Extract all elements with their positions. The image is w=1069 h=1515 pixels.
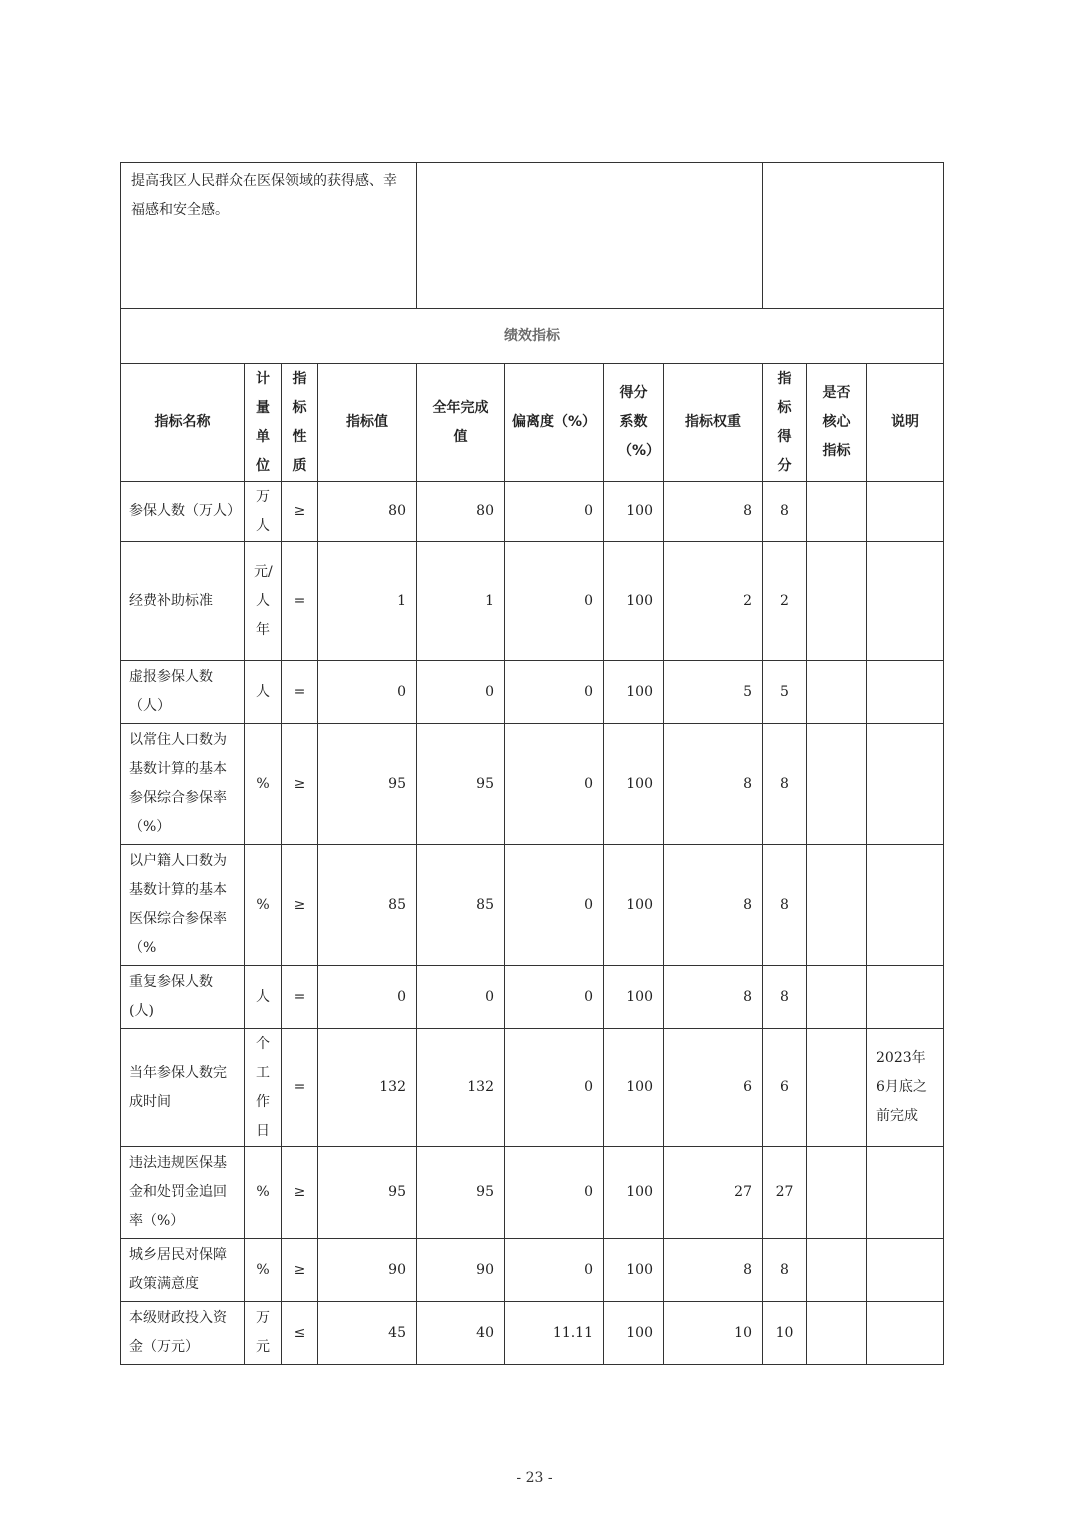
row-core bbox=[807, 724, 867, 845]
row-weight: 10 bbox=[664, 1302, 763, 1365]
row-score: 10 bbox=[763, 1302, 807, 1365]
header-name: 指标名称 bbox=[121, 364, 245, 482]
row-note bbox=[867, 1302, 944, 1365]
row-nature: ≥ bbox=[282, 845, 318, 966]
empty-cell bbox=[417, 163, 763, 309]
row-unit: % bbox=[245, 845, 282, 966]
row-nature: = bbox=[282, 542, 318, 661]
row-target: 0 bbox=[318, 661, 417, 724]
header-core: 是否核心指标 bbox=[807, 364, 867, 482]
row-deviation: 0 bbox=[505, 482, 604, 542]
row-target: 80 bbox=[318, 482, 417, 542]
row-actual: 90 bbox=[417, 1239, 505, 1302]
table-row bbox=[121, 661, 944, 724]
row-target: 90 bbox=[318, 1239, 417, 1302]
row-note bbox=[867, 966, 944, 1029]
row-note bbox=[867, 661, 944, 724]
row-nature: = bbox=[282, 661, 318, 724]
row-weight: 8 bbox=[664, 966, 763, 1029]
table-row bbox=[121, 1302, 944, 1365]
row-coef: 100 bbox=[604, 1029, 664, 1147]
row-name: 以常住人口数为基数计算的基本参保综合参保率（%） bbox=[121, 724, 245, 845]
row-deviation: 0 bbox=[505, 845, 604, 966]
row-actual: 95 bbox=[417, 724, 505, 845]
row-weight: 2 bbox=[664, 542, 763, 661]
row-name: 违法违规医保基金和处罚金追回率（%） bbox=[121, 1147, 245, 1239]
header-note: 说明 bbox=[867, 364, 944, 482]
empty-cell bbox=[763, 163, 944, 309]
row-unit: 元/人年 bbox=[245, 542, 282, 661]
row-name: 当年参保人数完成时间 bbox=[121, 1029, 245, 1147]
row-score: 8 bbox=[763, 1239, 807, 1302]
section-title: 绩效指标 bbox=[121, 309, 944, 364]
row-coef: 100 bbox=[604, 1147, 664, 1239]
performance-table bbox=[120, 308, 944, 1365]
row-actual: 80 bbox=[417, 482, 505, 542]
row-note: 2023年6月底之前完成 bbox=[867, 1029, 944, 1147]
row-unit: % bbox=[245, 1239, 282, 1302]
row-target: 85 bbox=[318, 845, 417, 966]
row-weight: 8 bbox=[664, 482, 763, 542]
row-target: 132 bbox=[318, 1029, 417, 1147]
row-weight: 27 bbox=[664, 1147, 763, 1239]
row-nature: ≥ bbox=[282, 482, 318, 542]
row-score: 8 bbox=[763, 966, 807, 1029]
table-row bbox=[121, 1239, 944, 1302]
row-weight: 8 bbox=[664, 724, 763, 845]
header-coef: 得分系数（%） bbox=[604, 364, 664, 482]
row-note bbox=[867, 542, 944, 661]
row-note bbox=[867, 482, 944, 542]
row-nature: = bbox=[282, 966, 318, 1029]
row-core bbox=[807, 1302, 867, 1365]
row-core bbox=[807, 661, 867, 724]
row-score: 8 bbox=[763, 724, 807, 845]
row-nature: ≥ bbox=[282, 1147, 318, 1239]
row-score: 8 bbox=[763, 482, 807, 542]
table-row bbox=[121, 1029, 944, 1147]
row-target: 0 bbox=[318, 966, 417, 1029]
goal-table bbox=[120, 162, 944, 309]
row-coef: 100 bbox=[604, 845, 664, 966]
row-note bbox=[867, 845, 944, 966]
row-note bbox=[867, 1239, 944, 1302]
row-deviation: 11.11 bbox=[505, 1302, 604, 1365]
row-target: 95 bbox=[318, 1147, 417, 1239]
row-name: 重复参保人数(人) bbox=[121, 966, 245, 1029]
row-score: 27 bbox=[763, 1147, 807, 1239]
table-row bbox=[121, 482, 944, 542]
header-nature: 指标性质 bbox=[282, 364, 318, 482]
row-unit: 万人 bbox=[245, 482, 282, 542]
row-core bbox=[807, 1029, 867, 1147]
row-nature: = bbox=[282, 1029, 318, 1147]
row-coef: 100 bbox=[604, 482, 664, 542]
row-target: 1 bbox=[318, 542, 417, 661]
row-nature: ≥ bbox=[282, 1239, 318, 1302]
row-actual: 40 bbox=[417, 1302, 505, 1365]
table-row bbox=[121, 1147, 944, 1239]
row-coef: 100 bbox=[604, 724, 664, 845]
row-unit: % bbox=[245, 724, 282, 845]
row-coef: 100 bbox=[604, 1302, 664, 1365]
row-deviation: 0 bbox=[505, 661, 604, 724]
table-row bbox=[121, 966, 944, 1029]
row-nature: ≤ bbox=[282, 1302, 318, 1365]
row-weight: 8 bbox=[664, 1239, 763, 1302]
row-deviation: 0 bbox=[505, 1239, 604, 1302]
row-coef: 100 bbox=[604, 542, 664, 661]
row-unit: 人 bbox=[245, 966, 282, 1029]
row-name: 参保人数（万人） bbox=[121, 482, 245, 542]
header-score: 指标得分 bbox=[763, 364, 807, 482]
table-row bbox=[121, 724, 944, 845]
row-target: 45 bbox=[318, 1302, 417, 1365]
row-name: 经费补助标准 bbox=[121, 542, 245, 661]
row-coef: 100 bbox=[604, 966, 664, 1029]
row-name: 虚报参保人数（人） bbox=[121, 661, 245, 724]
row-note bbox=[867, 724, 944, 845]
row-unit: % bbox=[245, 1147, 282, 1239]
row-target: 95 bbox=[318, 724, 417, 845]
row-deviation: 0 bbox=[505, 1147, 604, 1239]
row-unit: 人 bbox=[245, 661, 282, 724]
page-number: - 23 - bbox=[516, 1470, 553, 1486]
header-actual: 全年完成值 bbox=[417, 364, 505, 482]
row-core bbox=[807, 1147, 867, 1239]
row-coef: 100 bbox=[604, 661, 664, 724]
row-deviation: 0 bbox=[505, 724, 604, 845]
row-core bbox=[807, 966, 867, 1029]
table-row bbox=[121, 845, 944, 966]
row-score: 8 bbox=[763, 845, 807, 966]
table-row bbox=[121, 542, 944, 661]
goal-text: 提高我区人民群众在医保领域的获得感、幸福感和安全感。 bbox=[121, 163, 417, 309]
header-deviation: 偏离度（%） bbox=[505, 364, 604, 482]
header-target: 指标值 bbox=[318, 364, 417, 482]
row-name: 本级财政投入资金（万元） bbox=[121, 1302, 245, 1365]
row-note bbox=[867, 1147, 944, 1239]
row-actual: 1 bbox=[417, 542, 505, 661]
row-score: 6 bbox=[763, 1029, 807, 1147]
row-actual: 85 bbox=[417, 845, 505, 966]
row-actual: 0 bbox=[417, 661, 505, 724]
row-deviation: 0 bbox=[505, 1029, 604, 1147]
row-score: 2 bbox=[763, 542, 807, 661]
row-weight: 8 bbox=[664, 845, 763, 966]
row-deviation: 0 bbox=[505, 542, 604, 661]
row-weight: 5 bbox=[664, 661, 763, 724]
header-weight: 指标权重 bbox=[664, 364, 763, 482]
row-deviation: 0 bbox=[505, 966, 604, 1029]
row-coef: 100 bbox=[604, 1239, 664, 1302]
row-name: 以户籍人口数为基数计算的基本医保综合参保率（% bbox=[121, 845, 245, 966]
row-name: 城乡居民对保障政策满意度 bbox=[121, 1239, 245, 1302]
header-unit: 计量单位 bbox=[245, 364, 282, 482]
row-weight: 6 bbox=[664, 1029, 763, 1147]
row-actual: 95 bbox=[417, 1147, 505, 1239]
row-actual: 132 bbox=[417, 1029, 505, 1147]
row-score: 5 bbox=[763, 661, 807, 724]
row-core bbox=[807, 1239, 867, 1302]
row-core bbox=[807, 542, 867, 661]
row-nature: ≥ bbox=[282, 724, 318, 845]
row-unit: 万元 bbox=[245, 1302, 282, 1365]
row-core bbox=[807, 845, 867, 966]
row-actual: 0 bbox=[417, 966, 505, 1029]
row-unit: 个工作日 bbox=[245, 1029, 282, 1147]
row-core bbox=[807, 482, 867, 542]
